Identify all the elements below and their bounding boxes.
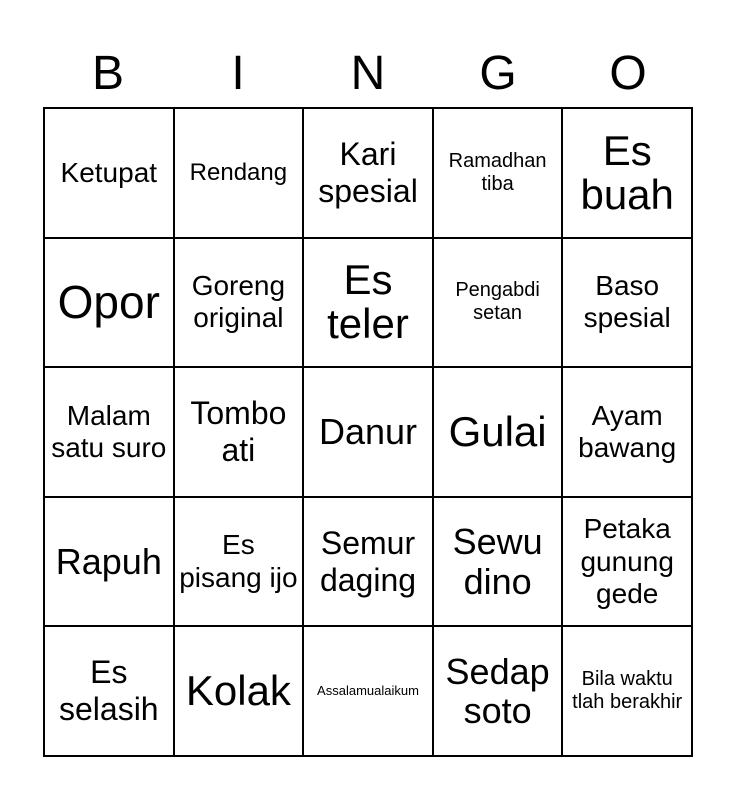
bingo-grid — [43, 107, 693, 757]
header-letter-n: N — [350, 47, 386, 100]
bingo-cell: Gulai — [434, 368, 564, 498]
bingo-cell: Baso spesial — [563, 239, 693, 369]
header-letter-b: B — [91, 47, 124, 100]
bingo-cell: Es pisang ijo — [175, 498, 305, 628]
bingo-cell: Sewu dino — [434, 498, 564, 628]
bingo-cell: Rapuh — [45, 498, 175, 628]
bingo-cell: Es teler — [304, 239, 434, 369]
bingo-cell: Rendang — [175, 109, 305, 239]
bingo-cell: Danur — [304, 368, 434, 498]
bingo-cell: Petaka gunung gede — [563, 498, 693, 628]
bingo-cell: Es selasih — [45, 627, 175, 757]
bingo-header — [43, 40, 693, 108]
bingo-cell: Kari spesial — [304, 109, 434, 239]
bingo-cell: Bila waktu tlah berakhir — [563, 627, 693, 757]
header-letter-i: I — [231, 47, 245, 100]
bingo-cell: Malam satu suro — [45, 368, 175, 498]
bingo-cell: Ramadhan tiba — [434, 109, 564, 239]
header-letter-o: O — [609, 47, 647, 100]
bingo-cell: Kolak — [175, 627, 305, 757]
bingo-cell: Tombo ati — [175, 368, 305, 498]
bingo-cell: Pengabdi setan — [434, 239, 564, 369]
bingo-cell: Semur daging — [304, 498, 434, 628]
bingo-cell: Opor — [45, 239, 175, 369]
bingo-cell: Sedap soto — [434, 627, 564, 757]
bingo-cell: Ayam bawang — [563, 368, 693, 498]
bingo-cell: Es buah — [563, 109, 693, 239]
bingo-cell: Assalamualaikum — [304, 627, 434, 757]
header-letter-g: G — [479, 47, 517, 100]
bingo-cell: Goreng original — [175, 239, 305, 369]
bingo-cell: Ketupat — [45, 109, 175, 239]
